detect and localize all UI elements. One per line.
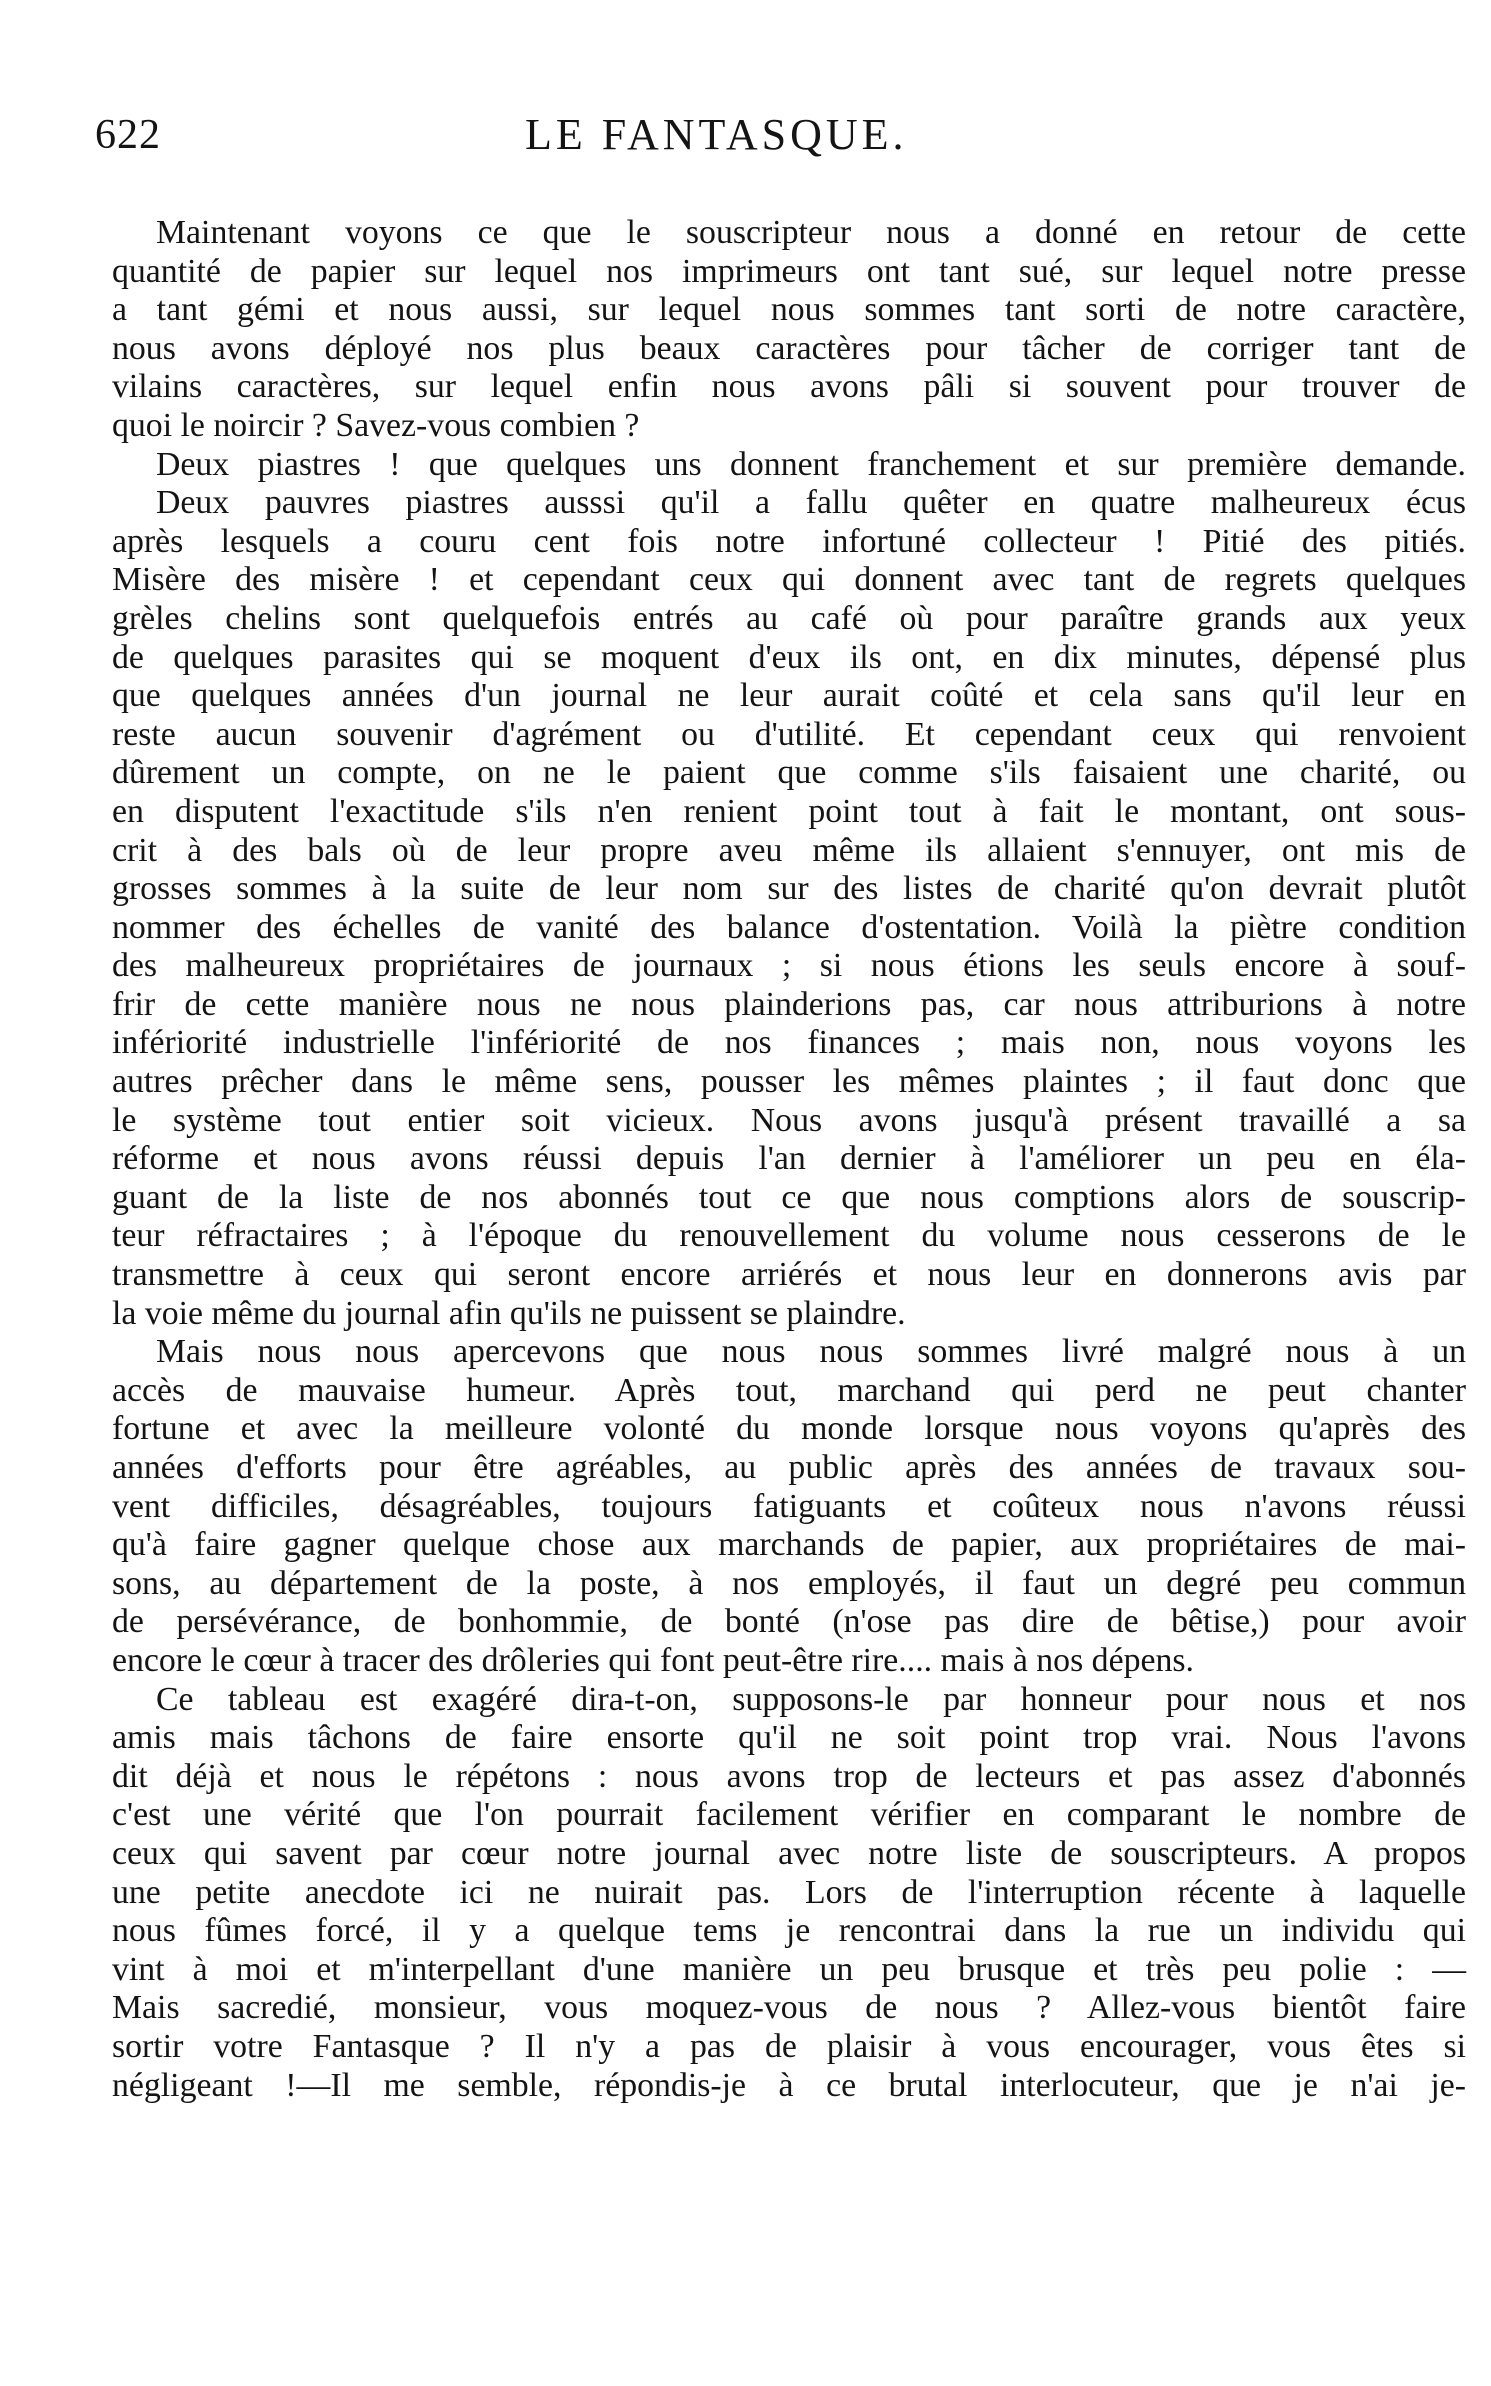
text-line: dit déjà et nous le répétons : nous avons trop de lecteurs et pas assez d'abonnés (112, 1757, 1466, 1795)
text-line: c'est une vérité que l'on pourrait facilement vérifier en comparant le nombre de (112, 1796, 1466, 1834)
text-line: ceux qui savent par cœur notre journal avec notre liste de souscripteurs. A propos (112, 1834, 1466, 1872)
text-line: vent difficiles, désagréables, toujours fatiguants et coûteux nous n'avons réussi (112, 1487, 1466, 1525)
text-line: de persévérance, de bonhommie, de bonté (n'ose pas dire de bêtise,) pour avoir (112, 1603, 1466, 1641)
running-title: LE FANTASQUE. (525, 110, 908, 159)
text-line: de quelques parasites qui se moquent d'eux ils ont, en dix minutes, dépensé plus (112, 638, 1466, 676)
text-line: nous avons déployé nos plus beaux caractères pour tâcher de corriger tant de (112, 329, 1466, 367)
text-line: infériorité industrielle l'infériorité de nos finances ; mais non, nous voyons les (112, 1024, 1466, 1062)
text-line: reste aucun souvenir d'agrément ou d'utilité. Et cependant ceux qui renvoient (112, 715, 1466, 753)
text-line: transmettre à ceux qui seront encore arriérés et nous leur en donnerons avis par (112, 1256, 1466, 1294)
text-line: amis mais tâchons de faire ensorte qu'il ne soit point trop vrai. Nous l'avons (112, 1719, 1466, 1757)
text-line: dûrement un compte, on ne le paient que comme s'ils faisaient une charité, ou (112, 754, 1466, 792)
text-line: Mais nous nous apercevons que nous nous sommes livré malgré nous à un (156, 1333, 1466, 1371)
text-line: que quelques années d'un journal ne leur aurait coûté et cela sans qu'il leur en (112, 677, 1466, 715)
text-line: sons, au département de la poste, à nos employés, il faut un degré peu commun (112, 1564, 1466, 1602)
page-number: 622 (95, 112, 161, 158)
text-line: fortune et avec la meilleure volonté du monde lorsque nous voyons qu'après des (112, 1410, 1466, 1448)
text-line: teur réfractaires ; à l'époque du renouvellement du volume nous cesserons de le (112, 1217, 1466, 1255)
text-line: Ce tableau est exagéré dira-t-on, supposons-le par honneur pour nous et nos (156, 1680, 1466, 1718)
text-line: crit à des bals où de leur propre aveu même ils allaient s'ennuyer, ont mis de (112, 831, 1466, 869)
text-line: sortir votre Fantasque ? Il n'y a pas de plaisir à vous encourager, vous êtes si (112, 2027, 1466, 2065)
text-line: accès de mauvaise humeur. Après tout, marchand qui perd ne peut chanter (112, 1371, 1466, 1409)
text-line: guant de la liste de nos abonnés tout ce que nous comptions alors de souscrip- (112, 1178, 1466, 1216)
text-line: Mais sacredié, monsieur, vous moquez-vous de nous ? Allez-vous bientôt faire (112, 1989, 1466, 2027)
text-line: qu'à faire gagner quelque chose aux marchands de papier, aux propriétaires de mai- (112, 1526, 1466, 1564)
text-line: réforme et nous avons réussi depuis l'an dernier à l'améliorer un peu en éla- (112, 1140, 1466, 1178)
text-line: Misère des misère ! et cependant ceux qui donnent avec tant de regrets quelques (112, 561, 1466, 599)
text-line: après lesquels a couru cent fois notre infortuné collecteur ! Pitié des pitiés. (112, 522, 1466, 560)
text-line: quantité de papier sur lequel nos imprimeurs ont tant sué, sur lequel notre presse (112, 252, 1466, 290)
text-line: en disputent l'exactitude s'ils n'en renient point tout à fait le montant, ont sous- (112, 792, 1466, 830)
text-line: nommer des échelles de vanité des balance d'ostentation. Voilà la piètre condition (112, 908, 1466, 946)
running-head (95, 108, 1435, 168)
text-line: frir de cette manière nous ne nous plainderions pas, car nous attriburions à notre (112, 985, 1466, 1023)
text-line: la voie même du journal afin qu'ils ne puissent se plaindre. (112, 1294, 906, 1332)
text-line: autres prêcher dans le même sens, pousser les mêmes plaintes ; il faut donc que (112, 1063, 1466, 1101)
text-line: une petite anecdote ici ne nuirait pas. Lors de l'interruption récente à laquelle (112, 1873, 1466, 1911)
text-line: Deux piastres ! que quelques uns donnent franchement et sur première demande. (156, 445, 1466, 483)
text-line: a tant gémi et nous aussi, sur lequel nous sommes tant sorti de notre caractère, (112, 291, 1466, 329)
text-line: nous fûmes forcé, il y a quelque tems je rencontrai dans la rue un individu qui (112, 1912, 1466, 1950)
text-line: années d'efforts pour être agréables, au public après des années de travaux sou- (112, 1449, 1466, 1486)
text-line: encore le cœur à tracer des drôleries qui font peut-être rire.... mais à nos dépens. (112, 1641, 1194, 1679)
text-line: Deux pauvres piastres ausssi qu'il a fallu quêter en quatre malheureux écus (156, 484, 1466, 522)
text-line: des malheureux propriétaires de journaux ; si nous étions les seuls encore à souf- (112, 947, 1466, 985)
text-line: quoi le noircir ? Savez-vous combien ? (112, 406, 640, 444)
body-text (112, 214, 1466, 2105)
text-line: négligeant !—Il me semble, répondis-je à ce brutal interlocuteur, que je n'ai je- (112, 2066, 1466, 2104)
text-line: grèles chelins sont quelquefois entrés au café où pour paraître grands aux yeux (112, 599, 1466, 637)
text-line: grosses sommes à la suite de leur nom sur des listes de charité qu'on devrait plutôt (112, 870, 1466, 908)
text-line: vilains caractères, sur lequel enfin nous avons pâli si souvent pour trouver de (112, 368, 1466, 406)
text-line: vint à moi et m'interpellant d'une manière un peu brusque et très peu polie : — (112, 1950, 1466, 1988)
text-line: le système tout entier soit vicieux. Nous avons jusqu'à présent travaillé a sa (112, 1101, 1466, 1139)
text-line: Maintenant voyons ce que le souscripteur nous a donné en retour de cette (156, 214, 1466, 251)
